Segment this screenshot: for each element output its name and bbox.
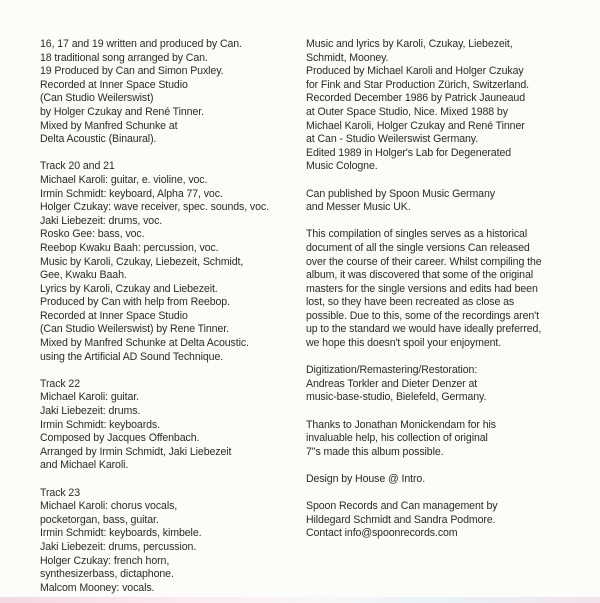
credits-paragraph	[306, 500, 576, 541]
credit-line: Michael Karoli: guitar.	[40, 391, 139, 404]
credit-line: Arranged by Irmin Schmidt, Jaki Liebezeit	[40, 445, 232, 458]
credit-line: 18 traditional song arranged by Can.	[40, 51, 208, 64]
credit-line: Can published by Spoon Music Germany	[306, 187, 495, 200]
credit-line: Malcom Mooney: vocals.	[40, 581, 155, 594]
credit-line: we hope this doesn't spoil your enjoyment.	[306, 337, 502, 350]
paragraph-gap	[40, 147, 292, 161]
paragraph-gap	[306, 351, 576, 365]
credit-line: Music and lyrics by Karoli, Czukay, Liebezeit,	[306, 38, 513, 50]
credit-line: Digitization/Remastering/Restoration:	[306, 364, 478, 377]
credit-line: for Fink and Star Production Zürich, Switzerland.	[306, 78, 529, 91]
credit-line: Jaki Liebezeit: drums.	[40, 405, 141, 418]
credit-line: up to the standard we would have ideally preferred,	[306, 323, 542, 336]
credit-line: Design by House @ Intro.	[306, 473, 426, 485]
paragraph-gap	[306, 487, 576, 501]
credit-line: Holger Czukay: wave receiver, spec. sounds, voc.	[40, 201, 269, 214]
left-column	[40, 38, 292, 595]
credit-line: synthesizerbass, dictaphone.	[40, 568, 174, 581]
credit-line: Irmin Schmidt: keyboard, Alpha 77, voc.	[40, 187, 223, 200]
bottom-color-strip	[0, 597, 600, 603]
credits-paragraph	[306, 228, 576, 350]
credit-line: Track 20 and 21	[40, 160, 115, 173]
credit-line: at Outer Space Studio, Nice. Mixed 1988 by	[306, 105, 508, 118]
credits-paragraph	[306, 419, 576, 460]
credit-line: by Holger Czukay and René Tinner.	[40, 105, 204, 118]
credit-line: Michael Karoli: guitar, e. violine, voc.	[40, 173, 208, 186]
credit-line: and Messer Music UK.	[306, 201, 411, 214]
credit-line: album, it was discovered that some of the original	[306, 269, 534, 282]
credit-line: Music by Karoli, Czukay, Liebezeit, Schmidt,	[40, 255, 244, 268]
paragraph-gap	[306, 459, 576, 473]
credit-line: Mixed by Manfred Schunke at	[40, 119, 178, 132]
credit-line: (Can Studio Weilerswist) by Rene Tinner.	[40, 323, 229, 336]
credit-line: 19 Produced by Can and Simon Puxley.	[40, 65, 224, 78]
credit-line: (Can Studio Weilerswist)	[40, 92, 154, 105]
right-column	[306, 38, 576, 541]
paragraph-gap	[40, 364, 292, 378]
credit-line: Holger Czukay: french horn,	[40, 554, 170, 567]
credit-line: masters for the single versions and edits had been	[306, 282, 538, 295]
credit-line: music-base-studio, Bielefeld, Germany.	[306, 391, 487, 404]
credit-line: Produced by Can with help from Reebop.	[40, 296, 230, 309]
credit-line: Michael Karoli, Holger Czukay and René Tinner	[306, 119, 525, 132]
credit-line: and Michael Karoli.	[40, 459, 129, 472]
credits-paragraph	[306, 364, 576, 405]
credit-line: pocketorgan, bass, guitar.	[40, 513, 159, 526]
credit-line: lost, so they have been recreated as close as	[306, 296, 515, 309]
credit-line: Irmin Schmidt: keyboards, kimbele.	[40, 527, 202, 540]
paragraph-gap	[306, 405, 576, 419]
credits-paragraph	[306, 38, 576, 174]
credit-line: 16, 17 and 19 written and produced by Can.	[40, 38, 242, 50]
credit-line: at Can - Studio Weilerswist Germany.	[306, 133, 479, 146]
credit-line: Mixed by Manfred Schunke at Delta Acoustic.	[40, 337, 249, 350]
credit-line: Recorded December 1986 by Patrick Jauneaud	[306, 92, 525, 105]
credit-line: 7"s made this album possible.	[306, 445, 444, 458]
credit-line: Andreas Torkler and Dieter Denzer at	[306, 377, 478, 390]
credit-line: Gee, Kwaku Baah.	[40, 269, 127, 282]
credit-line: Lyrics by Karoli, Czukay and Liebezeit.	[40, 282, 218, 295]
credits-paragraph	[40, 487, 292, 596]
credit-line: Edited 1989 in Holger's Lab for Degenerated	[306, 146, 512, 159]
credit-line: Reebop Kwaku Baah: percussion, voc.	[40, 241, 219, 254]
credit-line: Composed by Jacques Offenbach.	[40, 432, 200, 445]
credit-line: Rosko Gee: bass, voc.	[40, 228, 145, 241]
paragraph-gap	[306, 174, 576, 188]
credit-line: document of all the single versions Can released	[306, 241, 530, 254]
credit-line: invaluable help, his collection of original	[306, 432, 488, 445]
credit-line: Contact info@spoonrecords.com	[306, 527, 458, 540]
credit-line: Thanks to Jonathan Monickendam for his	[306, 418, 496, 431]
credit-line: using the Artificial AD Sound Technique.	[40, 350, 224, 363]
credit-line: This compilation of singles serves as a historical	[306, 228, 528, 241]
credits-paragraph	[40, 38, 292, 147]
credit-line: Jaki Liebezeit: drums, percussion.	[40, 540, 197, 553]
credit-line: Track 22	[40, 377, 81, 390]
credit-line: over the course of their career. Whilst compiling the	[306, 255, 542, 268]
credit-line: Recorded at Inner Space Studio	[40, 309, 188, 322]
credits-paragraph	[40, 160, 292, 364]
credit-line: Irmin Schmidt: keyboards.	[40, 418, 160, 431]
credit-line: Jaki Liebezeit: drums, voc.	[40, 214, 163, 227]
credit-line: Michael Karoli: chorus vocals,	[40, 500, 178, 513]
credit-line: Track 23	[40, 486, 81, 499]
credit-line: Hildegard Schmidt and Sandra Podmore.	[306, 513, 496, 526]
credits-paragraph	[306, 473, 576, 487]
credit-line: Spoon Records and Can management by	[306, 500, 498, 513]
credit-line: Music Cologne.	[306, 160, 378, 173]
credits-paragraph	[40, 378, 292, 473]
credit-line: Schmidt, Mooney.	[306, 51, 389, 64]
paragraph-gap	[40, 473, 292, 487]
credit-line: Recorded at Inner Space Studio	[40, 78, 188, 91]
credit-line: possible. Due to this, some of the recordings aren't	[306, 309, 539, 322]
credits-paragraph	[306, 188, 576, 215]
credit-line: Delta Acoustic (Binaural).	[40, 133, 157, 146]
paragraph-gap	[306, 215, 576, 229]
credit-line: Produced by Michael Karoli and Holger Czukay	[306, 65, 524, 78]
